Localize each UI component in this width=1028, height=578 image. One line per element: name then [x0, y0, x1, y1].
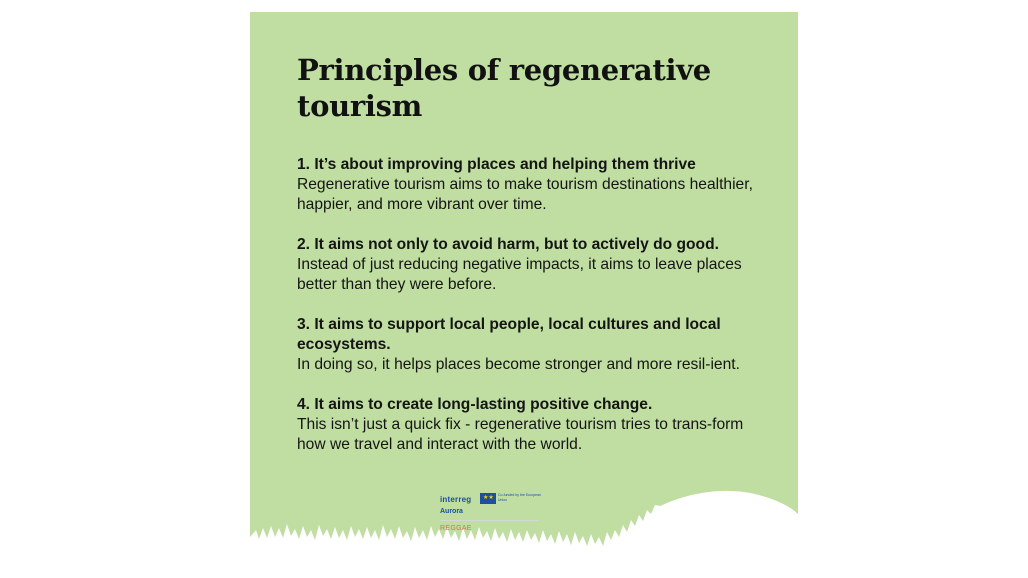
- poster-card: [250, 12, 798, 552]
- eu-funding-caption: Co-funded by the European Union: [498, 493, 542, 502]
- principle-heading: 4. It aims to create long-lasting positive change.: [297, 396, 653, 413]
- principle-body: In doing so, it helps places become stronger and more resil-ient.: [297, 356, 740, 373]
- logo-divider: [440, 520, 538, 521]
- partner-logos: [436, 492, 542, 536]
- principle-body: Instead of just reducing negative impacts, it aims to leave places better than they were before.: [297, 256, 742, 293]
- principles-list: [297, 155, 767, 475]
- principle-item: [297, 315, 767, 375]
- principle-item: [297, 155, 767, 215]
- interreg-logo: interreg: [440, 495, 472, 504]
- aurora-label: Aurora: [440, 508, 463, 515]
- principle-body: This isn’t just a quick fix - regenerative tourism tries to trans-form how we travel and interact with the world.: [297, 416, 744, 453]
- principle-body: Regenerative tourism aims to make tourism destinations healthier, happier, and more vibrant over time.: [297, 176, 753, 213]
- poster-title: Principles of regenerative tourism: [297, 53, 711, 123]
- eu-flag-icon: ★★: [480, 493, 496, 504]
- principle-item: [297, 235, 767, 295]
- reggae-label: REGGAE: [440, 525, 472, 532]
- principle-heading: 3. It aims to support local people, local cultures and local ecosystems.: [297, 316, 721, 353]
- principle-heading: 2. It aims not only to avoid harm, but to actively do good.: [297, 236, 719, 253]
- principle-heading: 1. It’s about improving places and helping them thrive: [297, 156, 696, 173]
